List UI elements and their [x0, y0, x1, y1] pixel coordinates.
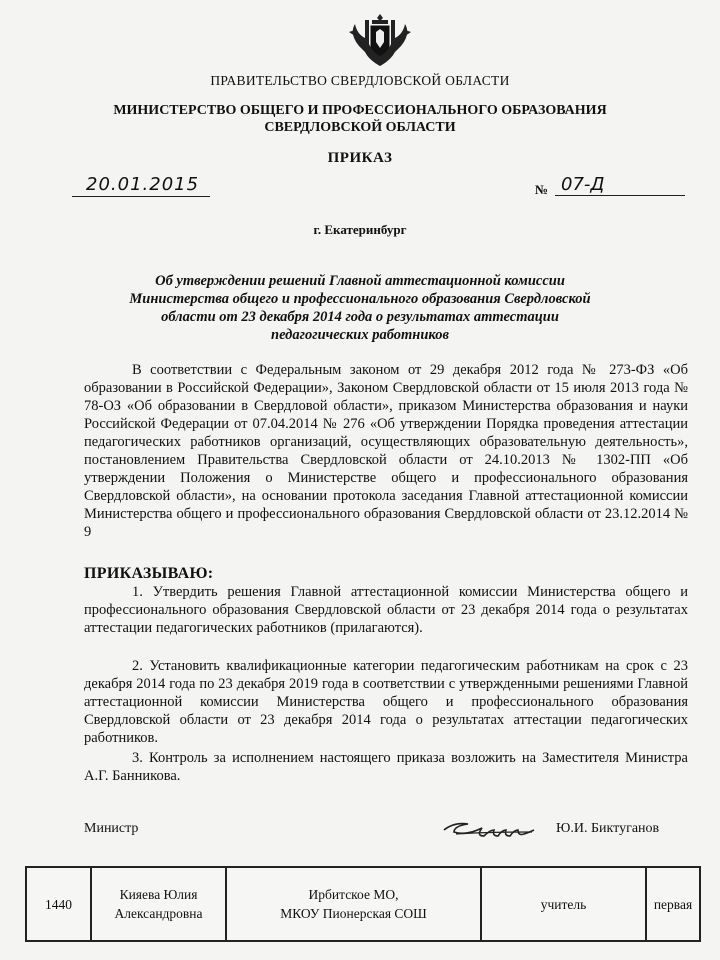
cell-number: 1440 [26, 867, 91, 941]
item-2-block [84, 657, 688, 747]
cell-org-line2: МКОУ Пионерская СОШ [280, 906, 427, 921]
order-number: 07-Д [561, 174, 605, 195]
subject-line3: области от 23 декабря 2014 года о результатах аттестации [161, 309, 559, 325]
coat-of-arms-icon [345, 12, 415, 68]
cell-position: учитель [481, 867, 646, 941]
government-name: ПРАВИТЕЛЬСТВО СВЕРДЛОВСКОЙ ОБЛАСТИ [210, 73, 510, 88]
cell-category: первая [646, 867, 700, 941]
subject-line4: педагогических работников [271, 327, 449, 343]
item-2-text: 2. Установить квалификационные категории педагогическим работникам на срок с 23 декабря 2014 года по 23 декабря 2019 года в соответствии с утвержденными решениями Главной аттестационной комиссии Министерства общего и профессионального образования Свердловской области от 23 декабря 2014 года о результатах аттестации педагогических работников. [84, 658, 688, 746]
order-number-field [535, 174, 685, 196]
order-subject [0, 272, 720, 344]
cell-organization [226, 867, 481, 941]
city: г. Екатеринбург [313, 222, 407, 237]
order-date-field [72, 174, 210, 197]
preamble-text: В соответствии с Федеральным законом от 29 декабря 2012 года № 273-ФЗ «Об образовании в Российской Федерации», Законом Свердловской области от 15 июля 2013 года № 78-ОЗ «Об образовании в Свердловой области», приказом Министерства образования и науки Российской Федерации от 07.04.2014 № 276 «Об утверждении Порядка проведения аттестации педагогических работников организаций, осуществляющих образовательную деятельность», постановлением Правительства Свердловской области от 24.10.2013 № 1302-ПП «Об утверждении Положения о Министерстве общего и профессионального образования Свердловской области», на основании протокола заседания Главной аттестационной комиссии Министерства общего и профессионального образования Свердловской области от 23.12.2014 № 9 [84, 362, 688, 540]
order-date: 20.01.2015 [86, 174, 200, 195]
item-1-block [84, 583, 688, 637]
subject-line2: Министерства общего и профессионального образования Свердловской [129, 291, 591, 307]
signer-name: Ю.И. Биктуганов [556, 821, 660, 836]
cell-name-line2: Александровна [114, 906, 203, 921]
cell-name-line1: Кияева Юлия [119, 887, 198, 902]
ministry-name [0, 102, 720, 136]
item-1-text: 1. Утвердить решения Главной аттестационной комиссии Министерства общего и профессионального образования Свердловской области от 23 декабря 2014 года о результатах аттестации педагогических работников (прилагаются). [84, 584, 688, 636]
handwritten-signature-icon [442, 812, 538, 842]
preamble-block [84, 361, 688, 541]
decree-heading: ПРИКАЗЫВАЮ: [84, 565, 214, 582]
ministry-name-line2: СВЕРДЛОВСКОЙ ОБЛАСТИ [264, 120, 456, 135]
cell-org-line1: Ирбитское МО, [308, 887, 399, 902]
number-sign: № [535, 182, 549, 197]
signer-position: Министр [84, 821, 139, 836]
subject-line1: Об утверждении решений Главной аттестационной комиссии [155, 273, 565, 289]
item-3-block [84, 749, 688, 785]
attestation-table [25, 866, 701, 942]
item-3-text: 3. Контроль за исполнением настоящего приказа возложить на Заместителя Министра А.Г. Банникова. [84, 750, 688, 784]
ministry-name-line1: МИНИСТЕРСТВО ОБЩЕГО И ПРОФЕССИОНАЛЬНОГО ОБРАЗОВАНИЯ [113, 103, 607, 118]
table-row [26, 867, 700, 941]
document-type: ПРИКАЗ [327, 150, 393, 166]
cell-name [91, 867, 226, 941]
